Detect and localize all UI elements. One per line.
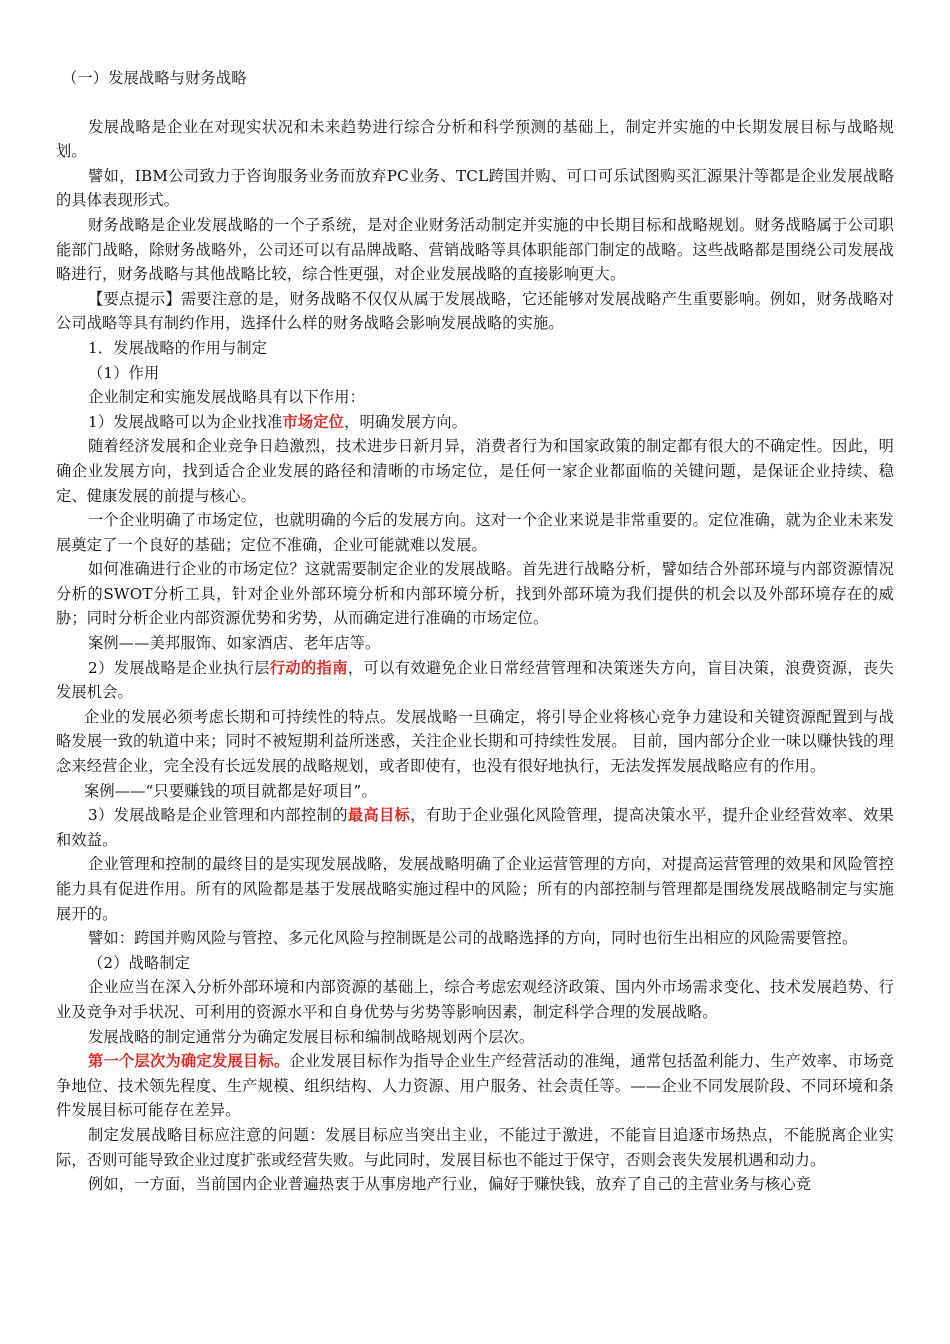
section-title: （一）发展战略与财务战略 [62, 69, 247, 87]
para-goal-issues [56, 1123, 894, 1172]
para-roles-intro [56, 385, 894, 410]
para-first-level [56, 1049, 894, 1123]
text-segment: 例如，一方面，当前国内企业普遍热衷于从事房地产行业，偏好于赚快钱，放弃了自己的主营业务与核心竞 [88, 1175, 812, 1194]
point-3-highest-goal [56, 803, 894, 852]
text-segment: 2）发展战略是企业执行层 [88, 658, 270, 677]
highlight-market-positioning: 市场定位 [282, 412, 345, 431]
text-segment: 一个企业明确了市场定位，也就明确的今后的发展方向。这对一个企业来说是非常重要的。定位准确，就为企业未来发展奠定了一个良好的基础；定位不准确，企业可能就难以发展。 [56, 511, 894, 554]
text-segment: 案例——美邦服饰、如家酒店、老年店等。 [88, 634, 381, 653]
text-segment: ，明确发展方向。 [344, 412, 468, 431]
highlight-first-level: 第一个层次为确定发展目标。 [88, 1052, 290, 1071]
text-segment: 如何准确进行企业的市场定位？这就需要制定企业的发展战略。首先进行战略分析，譬如结合外部环境与内部资源情况分析的SWOT分析工具，针对企业外部环境分析和内部环境分析，找到外部环境为我们提供的机会以及外部环境存在的威胁；同时分析企业内部资源优势和劣势，从而确定进行准确的市场定位。 [56, 560, 894, 628]
para-example-ibm [56, 164, 894, 213]
para-case-2 [56, 779, 894, 804]
para-swot [56, 557, 894, 631]
point-2-action-guide [56, 656, 894, 705]
text-segment: 制定发展战略目标应注意的问题：发展目标应当突出主业，不能过于激进，不能盲目追逐市场热点，不能脱离企业实际，否则可能导致企业过度扩张或经营失败。与此同时，发展目标也不能过于保守，否则会丧失发展机遇和动力。 [56, 1125, 894, 1169]
text-segment: 1）发展战略可以为企业找准 [88, 412, 283, 431]
para-competition [56, 434, 894, 508]
text-segment: 譬如：跨国并购风险与管控、多元化风险与控制既是公司的战略选择的方向，同时也衍生出相应的风险需要管控。 [88, 929, 858, 948]
para-long-term [56, 705, 894, 779]
text-segment: 譬如，IBM公司致力于咨询服务业务而放弃PC业务、TCL跨国并购、可口可乐试图购买汇源果汁等都是企业发展战略的具体表现形式。 [56, 166, 894, 210]
text-segment: 企业应当在深入分析外部环境和内部资源的基础上，综合考虑宏观经济政策、国内外市场需求变化、技术发展趋势、行业及竞争对手状况、可利用的资源水平和自身优势与劣势等影响因素，制定科学合理的发展战略。 [56, 978, 894, 1021]
document-page [56, 66, 894, 1197]
text-segment: （1）作用 [88, 363, 160, 382]
text-segment: ，有助于企业强化风险管理，提高决策水平，提升企业经营效率、效果和效益。 [56, 806, 894, 849]
highlight-highest-goal: 最高目标 [347, 806, 411, 825]
para-positioning [56, 508, 894, 557]
para-definition-development-strategy [56, 115, 894, 164]
para-two-levels [56, 1025, 894, 1050]
text-segment: 随着经济发展和企业竞争日趋激烈，技术进步日新月异，消费者行为和国家政策的制定都有很大的不确定性。因此，明确企业发展方向，找到适合企业发展的路径和清晰的市场定位，是任何一家企业都面临的关键问题，是保证企业持续、稳定、健康发展的前提与核心。 [56, 437, 894, 505]
para-management-control [56, 852, 894, 926]
highlight-action-guide: 行动的指南 [269, 658, 348, 677]
para-key-point-tip [56, 287, 894, 336]
text-segment: ，可以有效避免企业日常经营管理和决策迷失方向，盲目决策，浪费资源，丧失发展机会。 [56, 658, 895, 702]
text-segment: 企业管理和控制的最终目的是实现发展战略，发展战略明确了企业运营管理的方向，对提高运营管理的效果和风险管控能力具有促进作用。所有的风险都是基于发展战略实施过程中的风险；所有的内部控制与管理都是围绕发展战略制定与实施展开的。 [56, 855, 894, 923]
point-1-market-positioning [56, 410, 894, 435]
para-example-real-estate [56, 1172, 894, 1197]
para-definition-financial-strategy [56, 213, 894, 287]
text-segment: 企业发展目标作为指导企业生产经营活动的准绳，通常包括盈利能力、生产效率、市场竞争地位、技术领先程度、生产规模、组织结构、人力资源、用户服务、社会责任等。——企业不同发展阶段、不同环境和条件发展目标可能存在差异。 [56, 1052, 894, 1120]
text-segment: 发展战略是企业在对现实状况和未来趋势进行综合分析和科学预测的基础上，制定并实施的中长期发展目标与战略规划。 [56, 117, 894, 161]
heading-strategy-formulation [56, 951, 894, 976]
heading-role-and-formulation [56, 336, 894, 361]
text-segment: 1．发展战略的作用与制定 [88, 338, 268, 357]
text-segment: 财务战略是企业发展战略的一个子系统，是对企业财务活动制定并实施的中长期目标和战略规划。财务战略属于公司职能部门战略，除财务战略外，公司还可以有品牌战略、营销战略等具体职能部门制定的战略。这些战略都是围绕公司发展战略进行，财务战略与其他战略比较，综合性更强，对企业发展战略的直接影响更大。 [56, 215, 894, 284]
text-segment: 发展战略的制定通常分为确定发展目标和编制战略规划两个层次。 [88, 1027, 535, 1046]
para-example-mna [56, 926, 894, 951]
text-segment: 企业的发展必须考虑长期和可持续性的特点。发展战略一旦确定，将引导企业将核心竞争力建设和关键资源配置到与战略发展一致的轨道中来；同时不被短期利益所迷惑，关注企业长期和可持续性发展。 目前，国内部分企业一味以赚快钱的理念来经营企业，完全没有长远发展的战略规划，或者即使有，也没有很好地执行，无法发挥发展战略应有的作用。 [56, 707, 894, 776]
spacer [56, 91, 894, 115]
para-case-1 [56, 631, 894, 656]
text-segment: 【要点提示】需要注意的是，财务战略不仅仅从属于发展战略，它还能够对发展战略产生重要影响。例如，财务战略对公司战略等具有制约作用，选择什么样的财务战略会影响发展战略的实施。 [56, 289, 894, 333]
text-segment: （2）战略制定 [88, 953, 191, 972]
text-segment: 3）发展战略是企业管理和内部控制的 [88, 806, 348, 825]
para-formulation [56, 975, 894, 1024]
text-segment: 案例——“只要赚钱的项目就都是好项目”。 [84, 781, 377, 800]
text-segment: 企业制定和实施发展战略具有以下作用： [88, 388, 365, 407]
heading-role [56, 361, 894, 386]
